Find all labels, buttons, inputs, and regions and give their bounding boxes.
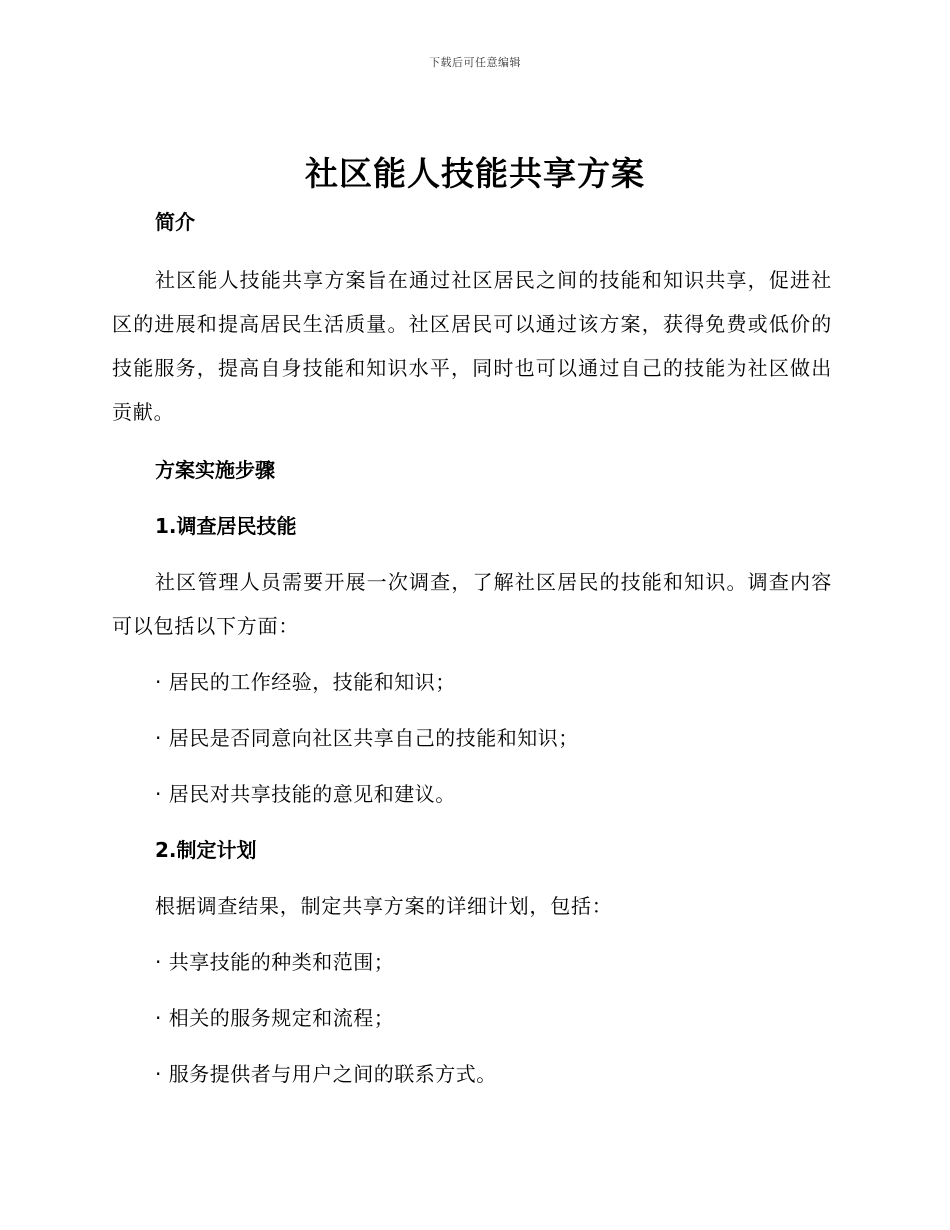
spacer <box>112 928 832 940</box>
spacer <box>112 648 832 660</box>
spacer <box>112 434 832 448</box>
intro-heading: 简介 <box>155 210 195 234</box>
step2-paragraph: 根据调查结果，制定共享方案的详细计划，包括： <box>155 894 613 918</box>
steps-heading: 方案实施步骤 <box>155 458 275 482</box>
step1-bullet: · 居民是否同意向社区共享自己的技能和知识； <box>155 726 579 750</box>
spacer <box>112 1040 832 1052</box>
step2-bullet: · 共享技能的种类和范围； <box>155 950 395 974</box>
intro-paragraph: 社区能人技能共享方案旨在通过社区居民之间的技能和知识共享，促进社区的进展和提高居民生活质量。社区居民可以通过该方案，获得免费或低价的技能服务，提高自身技能和知识水平，同时也可以通过自己的技能为社区做出贡献。 <box>112 268 832 424</box>
step2-bullet: · 相关的服务规定和流程； <box>155 1006 395 1030</box>
spacer <box>112 760 832 772</box>
document-body <box>112 200 832 1096</box>
spacer <box>112 816 832 828</box>
spacer <box>112 872 832 884</box>
spacer <box>112 704 832 716</box>
step2-bullet: · 服务提供者与用户之间的联系方式。 <box>155 1062 497 1086</box>
step1-bullet: · 居民的工作经验，技能和知识； <box>155 670 456 694</box>
step1-bullet: · 居民对共享技能的意见和建议。 <box>155 782 456 806</box>
spacer <box>112 244 832 258</box>
header-note: 下载后可任意编辑 <box>429 56 521 69</box>
spacer <box>112 984 832 996</box>
step2-heading: 2.制定计划 <box>155 838 257 862</box>
spacer <box>112 548 832 560</box>
document-title: 社区能人技能共享方案 <box>305 154 645 193</box>
step1-heading: 1.调查居民技能 <box>155 514 297 538</box>
spacer <box>112 492 832 504</box>
step1-paragraph: 社区管理人员需要开展一次调查，了解社区居民的技能和知识。调查内容可以包括以下方面： <box>112 570 832 638</box>
